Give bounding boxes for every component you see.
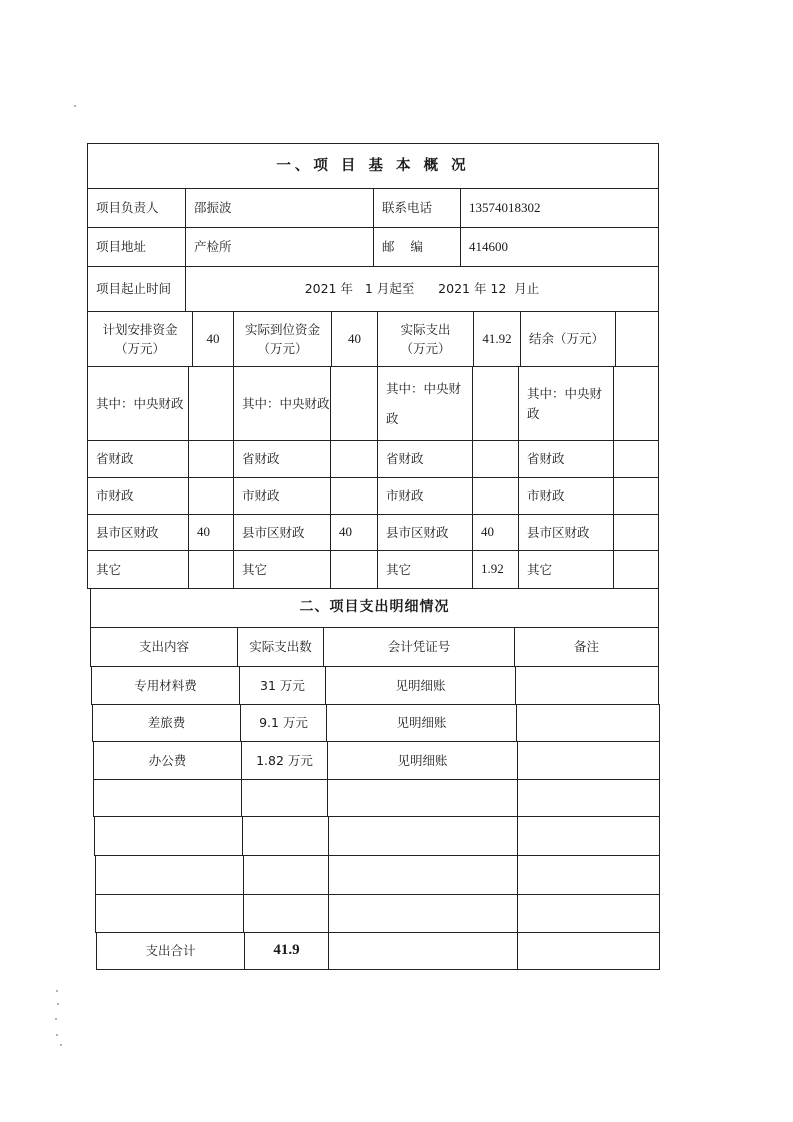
planned-central-value <box>188 366 234 441</box>
expense-central-value <box>472 366 519 441</box>
funds-other-label: 其它 <box>233 550 331 589</box>
actual-funds-label: 实际到位资金 （万元） <box>233 311 332 367</box>
address-value: 产检所 <box>185 227 374 267</box>
detail-row-1-amount: 31 万元 <box>239 666 326 705</box>
funds-city-label: 市财政 <box>233 477 331 515</box>
scan-speck <box>60 1044 62 1046</box>
detail-row-6-remark <box>517 855 660 895</box>
balance-city-label: 市财政 <box>518 477 614 515</box>
funds-county-label: 县市区财政 <box>233 514 331 551</box>
total-remark-cell <box>517 932 660 970</box>
address-label: 项目地址 <box>87 227 186 267</box>
scan-speck <box>74 105 76 107</box>
detail-row-2-voucher: 见明细账 <box>326 704 517 742</box>
planned-funds-label: 计划安排资金 （万元） <box>87 311 193 367</box>
detail-header-voucher: 会计凭证号 <box>323 627 515 667</box>
expense-other-value: 1.92 <box>472 550 519 589</box>
planned-province-value <box>188 440 234 478</box>
actual-expense-label: 实际支出 （万元） <box>377 311 474 367</box>
section2-title: 二、项目支出明细情况 <box>90 588 659 628</box>
detail-row-7-remark <box>517 894 660 933</box>
leader-value: 邵振波 <box>185 188 374 228</box>
scan-speck <box>57 1003 59 1005</box>
expense-other-label: 其它 <box>377 550 473 589</box>
phone-label: 联系电话 <box>373 188 461 228</box>
planned-other-label: 其它 <box>87 550 189 589</box>
planned-city-label: 市财政 <box>87 477 189 515</box>
detail-row-3-content: 办公费 <box>93 741 242 780</box>
detail-row-4-voucher <box>327 779 518 817</box>
balance-label: 结余（万元） <box>520 311 616 367</box>
detail-row-6-content <box>95 855 244 895</box>
detail-row-5-amount <box>242 816 329 856</box>
total-label: 支出合计 <box>96 932 245 970</box>
detail-row-7-content <box>95 894 244 933</box>
funds-county-value: 40 <box>330 514 378 551</box>
detail-row-4-amount <box>241 779 328 817</box>
actual-expense-value: 41.92 <box>473 311 521 367</box>
detail-row-6-voucher <box>328 855 518 895</box>
scan-speck <box>55 1018 57 1020</box>
detail-row-3-amount: 1.82 万元 <box>241 741 328 780</box>
detail-header-amount: 实际支出数 <box>237 627 324 667</box>
detail-row-2-remark <box>516 704 660 742</box>
planned-other-value <box>188 550 234 589</box>
expense-county-label: 县市区财政 <box>377 514 473 551</box>
balance-value <box>615 311 659 367</box>
detail-row-5-remark <box>517 816 660 856</box>
expense-county-value: 40 <box>472 514 519 551</box>
postcode-label: 邮 编 <box>373 227 461 267</box>
leader-label: 项目负责人 <box>87 188 186 228</box>
funds-province-label: 省财政 <box>233 440 331 478</box>
planned-province-label: 省财政 <box>87 440 189 478</box>
detail-row-7-amount <box>243 894 329 933</box>
funds-other-value <box>330 550 378 589</box>
planned-central-label: 其中：中央财政 <box>87 366 189 441</box>
expense-city-value <box>472 477 519 515</box>
detail-header-remark: 备注 <box>514 627 659 667</box>
expense-province-label: 省财政 <box>377 440 473 478</box>
balance-province-label: 省财政 <box>518 440 614 478</box>
planned-funds-value: 40 <box>192 311 234 367</box>
planned-county-label: 县市区财政 <box>87 514 189 551</box>
funds-central-value <box>330 366 378 441</box>
funds-city-value <box>330 477 378 515</box>
expense-province-value <box>472 440 519 478</box>
detail-row-1-remark <box>515 666 659 705</box>
balance-county-label: 县市区财政 <box>518 514 614 551</box>
balance-other-label: 其它 <box>518 550 614 589</box>
detail-row-6-amount <box>243 855 329 895</box>
detail-row-3-remark <box>517 741 660 780</box>
balance-county-value <box>613 514 659 551</box>
detail-row-5-content <box>94 816 243 856</box>
balance-other-value <box>613 550 659 589</box>
total-voucher-cell <box>328 932 518 970</box>
funds-central-label: 其中：中央财政 <box>233 366 331 441</box>
expense-city-label: 市财政 <box>377 477 473 515</box>
detail-row-4-remark <box>517 779 660 817</box>
balance-central-label: 其中：中央财政 <box>518 366 614 441</box>
detail-header-content: 支出内容 <box>90 627 238 667</box>
detail-row-3-voucher: 见明细账 <box>327 741 518 780</box>
detail-row-4-content <box>93 779 242 817</box>
total-value: 41.9 <box>244 932 329 970</box>
period-label: 项目起止时间 <box>87 266 186 312</box>
postcode-value: 414600 <box>460 227 659 267</box>
detail-row-2-amount: 9.1 万元 <box>240 704 327 742</box>
scan-speck <box>56 990 58 992</box>
balance-province-value <box>613 440 659 478</box>
scan-speck <box>56 1034 58 1036</box>
detail-row-1-voucher: 见明细账 <box>325 666 516 705</box>
section1-title: 一、项 目 基 本 概 况 <box>87 143 659 189</box>
detail-row-1-content: 专用材料费 <box>91 666 240 705</box>
expense-central-label: 其中：中央财 政 <box>377 366 473 441</box>
planned-county-value: 40 <box>188 514 234 551</box>
detail-row-7-voucher <box>328 894 518 933</box>
balance-city-value <box>613 477 659 515</box>
balance-central-value <box>613 366 659 441</box>
planned-city-value <box>188 477 234 515</box>
phone-value: 13574018302 <box>460 188 659 228</box>
actual-funds-value: 40 <box>331 311 378 367</box>
funds-province-value <box>330 440 378 478</box>
detail-row-2-content: 差旅费 <box>92 704 241 742</box>
period-value: 2021 年 1 月起至 2021 年 12 月止 <box>185 266 659 312</box>
detail-row-5-voucher <box>328 816 518 856</box>
